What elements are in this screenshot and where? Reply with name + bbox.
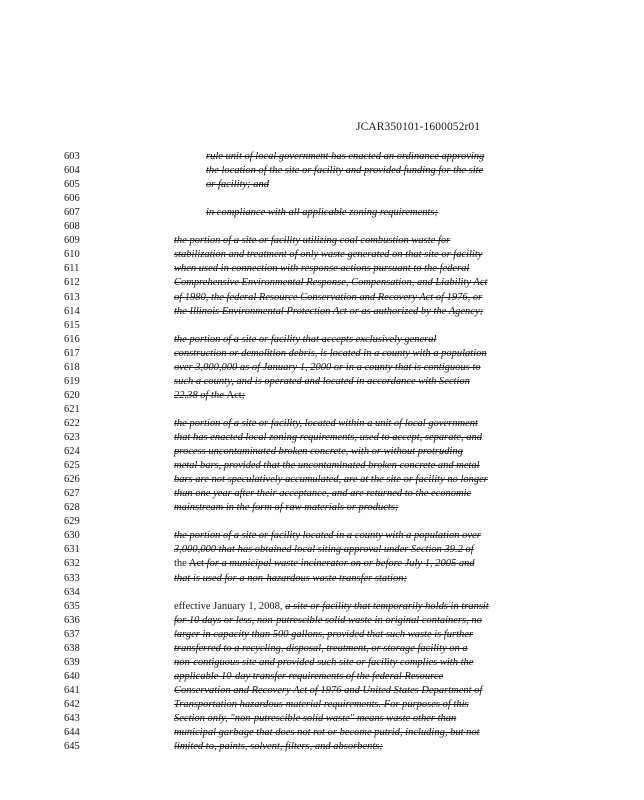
line-segment: Conservation and Recovery Act of 1976 and United States Department of bbox=[174, 684, 483, 696]
line-segment: bars are not speculatively accumulated, are at the site or facility no longer bbox=[174, 474, 488, 486]
line-text bbox=[174, 459, 480, 473]
line-segment: the location of the site or facility and provided funding for the site bbox=[206, 165, 484, 177]
line-number: 615 bbox=[64, 319, 80, 331]
line-number: 644 bbox=[64, 727, 80, 739]
line-segment: Comprehensive Environmental Response, Compensation, and Liability Act bbox=[174, 277, 488, 289]
line-text bbox=[174, 712, 456, 726]
line-segment: the portion of a site or facility located in a county with a population over bbox=[174, 530, 481, 542]
line-number: 605 bbox=[64, 179, 80, 191]
line-text bbox=[174, 445, 463, 459]
line-number: 638 bbox=[64, 642, 80, 654]
line-text bbox=[174, 698, 469, 712]
line-segment: than one year after their acceptance, and are returned to the economic bbox=[174, 488, 472, 500]
line-segment: that has enacted local zoning requirements, used to accept, separate, and bbox=[174, 432, 483, 443]
line-segment: the portion of a site or facility, located within a unit of local government bbox=[174, 417, 478, 429]
line-segment: limited to, paints, solvent, filters, and absorbents; bbox=[174, 741, 383, 753]
line-text bbox=[174, 572, 407, 586]
line-number: 620 bbox=[64, 389, 80, 401]
line-number: 629 bbox=[64, 516, 80, 528]
line-number: 627 bbox=[64, 488, 80, 500]
line-segment: in compliance with all applicable zoning requirements; bbox=[206, 207, 438, 219]
line-segment: process uncontaminated broken concrete, with or without protruding bbox=[174, 446, 463, 458]
line-segment: ; bbox=[241, 389, 246, 401]
line-number: 642 bbox=[64, 698, 80, 710]
line-text bbox=[206, 178, 269, 192]
line-segment: of 1980, the federal Resource Conservation and Recovery Act of 1976, or bbox=[174, 291, 483, 303]
line-number: 624 bbox=[64, 446, 80, 458]
line-text bbox=[174, 501, 398, 515]
line-number: 634 bbox=[64, 586, 80, 598]
line-number: 614 bbox=[64, 305, 80, 317]
line-segment: over 3,000,000 as of January 1, 2000 or in a county that is contiguous to bbox=[174, 361, 481, 373]
line-number: 610 bbox=[64, 249, 80, 261]
line-text bbox=[174, 262, 469, 276]
line-segment: municipal garbage that does not rot or become putrid, including, but not bbox=[174, 727, 480, 739]
document-id: JCAR350101-1600052r01 bbox=[356, 121, 481, 133]
line-number: 617 bbox=[64, 347, 80, 359]
line-number: 628 bbox=[64, 502, 80, 514]
line-number: 603 bbox=[64, 151, 80, 162]
line-segment: applicable 10-day transfer requirements of the federal Resource bbox=[174, 670, 444, 682]
line-text bbox=[174, 473, 488, 487]
line-number: 643 bbox=[64, 713, 80, 724]
line-number: 625 bbox=[64, 460, 80, 472]
line-segment: that is used for a non-hazardous waste transfer station; bbox=[174, 572, 407, 584]
line-number: 622 bbox=[64, 417, 80, 429]
line-segment: 22.38 of the bbox=[174, 389, 227, 401]
line-number: 630 bbox=[64, 530, 80, 542]
line-segment: non-contiguous site and provided such site or facility complies with the bbox=[174, 656, 474, 668]
line-number: 604 bbox=[64, 165, 80, 177]
line-segment: Act bbox=[226, 389, 242, 401]
line-number: 607 bbox=[64, 207, 80, 219]
line-text bbox=[174, 333, 436, 347]
line-number: 633 bbox=[64, 572, 80, 584]
line-number: 608 bbox=[64, 221, 80, 233]
line-text bbox=[174, 557, 475, 571]
line-segment: when used in connection with response actions pursuant to the federal bbox=[174, 263, 470, 275]
line-segment: larger in capacity than 500 gallons, provided that such waste is further bbox=[174, 628, 474, 640]
line-segment: stabilization and treatment of only waste generated on that site or facility bbox=[174, 249, 483, 261]
line-number: 635 bbox=[64, 600, 80, 612]
line-segment: or facility; and bbox=[206, 179, 269, 191]
line-text bbox=[174, 543, 474, 557]
line-text bbox=[174, 361, 481, 375]
line-segment: Section only, "non-putrescible solid waste" means waste other than bbox=[174, 713, 457, 724]
line-text bbox=[174, 389, 245, 403]
line-number: 626 bbox=[64, 474, 80, 486]
line-text bbox=[174, 487, 471, 501]
line-segment: for a municipal waste incinerator on or before July 1, 2005 and bbox=[204, 558, 475, 570]
line-text bbox=[174, 291, 482, 305]
line-segment: for 10 days or less, non-putrescible solid waste in original containers, no bbox=[174, 614, 482, 626]
line-number: 606 bbox=[64, 193, 80, 205]
line-text bbox=[206, 206, 438, 220]
line-number: 616 bbox=[64, 333, 80, 345]
line-text bbox=[206, 150, 484, 164]
line-text bbox=[174, 656, 473, 670]
line-segment: Transportation hazardous material requirements. For purposes of this bbox=[174, 698, 469, 710]
line-segment: mainstream in the form of raw materials or products; bbox=[174, 502, 399, 514]
line-text bbox=[174, 375, 470, 389]
line-number: 636 bbox=[64, 614, 80, 626]
line-text bbox=[174, 248, 482, 262]
line-text bbox=[174, 600, 489, 614]
line-text bbox=[174, 305, 483, 319]
line-text bbox=[174, 234, 450, 248]
line-text bbox=[174, 276, 487, 290]
line-number: 612 bbox=[64, 277, 80, 289]
line-segment: the bbox=[174, 558, 189, 570]
line-text bbox=[174, 628, 473, 642]
line-number: 641 bbox=[64, 684, 80, 696]
line-text bbox=[174, 670, 443, 684]
line-segment: construction or demolition debris, is located in a county with a population bbox=[174, 347, 487, 359]
line-number: 613 bbox=[64, 291, 80, 303]
line-text bbox=[174, 740, 383, 754]
line-number: 619 bbox=[64, 375, 80, 387]
line-number: 639 bbox=[64, 656, 80, 668]
line-number: 645 bbox=[64, 741, 80, 753]
line-text bbox=[174, 529, 481, 543]
line-number: 611 bbox=[64, 263, 80, 275]
line-segment: transferred to a recycling, disposal, treatment, or storage facility on a bbox=[174, 642, 468, 654]
line-segment: Act bbox=[188, 558, 205, 570]
line-number: 637 bbox=[64, 628, 80, 640]
line-text bbox=[174, 684, 482, 698]
line-segment: such a county, and is operated and located in accordance with Section bbox=[174, 375, 470, 387]
line-segment: the Illinois Environmental Protection Act or as authorized by the Agency; bbox=[174, 305, 484, 317]
line-number: 618 bbox=[64, 361, 80, 373]
line-number: 621 bbox=[64, 403, 80, 415]
line-text bbox=[174, 347, 487, 361]
line-text bbox=[174, 431, 482, 445]
line-number: 640 bbox=[64, 670, 80, 682]
line-segment: rule unit of local government has enacted an ordinance approving bbox=[206, 151, 485, 162]
line-segment: metal bars, provided that the uncontaminated broken concrete and metal bbox=[174, 460, 480, 472]
line-number: 632 bbox=[64, 558, 80, 570]
line-number: 631 bbox=[64, 544, 80, 556]
line-segment: 3,000,000 that has obtained local siting approval under Section 39.2 of bbox=[174, 544, 474, 556]
line-text bbox=[174, 614, 482, 628]
line-text bbox=[174, 726, 480, 740]
line-segment: the portion of a site or facility that accepts exclusively general bbox=[174, 333, 437, 345]
line-segment: a site or facility that temporarily holds in transit bbox=[285, 600, 489, 612]
line-segment: effective January 1, 2008, bbox=[174, 600, 286, 612]
line-number: 623 bbox=[64, 432, 80, 443]
line-text bbox=[174, 642, 468, 656]
line-text bbox=[206, 164, 483, 178]
line-number: 609 bbox=[64, 235, 80, 247]
line-segment: the portion of a site or facility utilizing coal combustion waste for bbox=[174, 235, 451, 247]
line-text bbox=[174, 417, 478, 431]
